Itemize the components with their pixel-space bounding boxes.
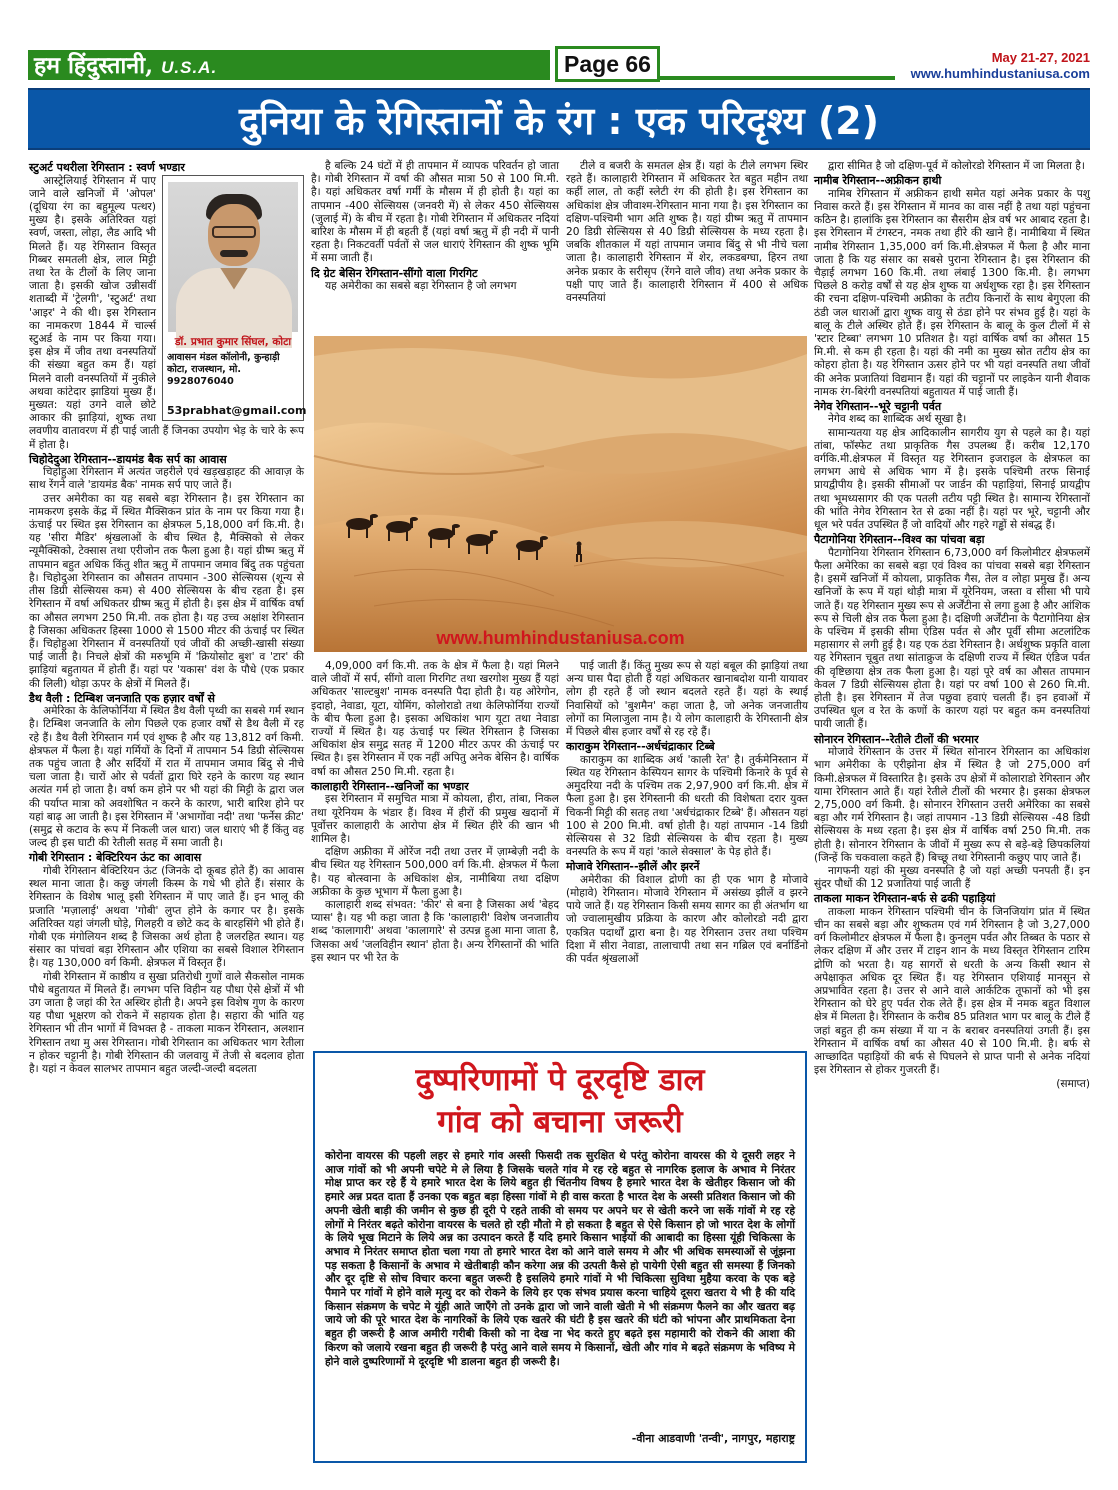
- author-email[interactable]: 53prabhat@gmail.com: [167, 403, 307, 417]
- paragraph: उत्तर अमेरीका का यह सबसे बड़ा रेगिस्तान है। इस रेगिस्तान का नामकरण इसके केंद्र में स्थित मैक्सिकन प्रांत के नाम पर किया गया है। ऊंचाई पर स्थित इस रेगिस्तान का क्षेत्रफल 5,18,000 वर्ग कि.मी. है। यह 'सीरा मैडिर' श्रृंखलाओं के बीच स्थित है, मैक्सिको से लेकर न्यूमैक्सिको, टेक्सास तथा एरीजोन तक फैला हुआ है। यहां ग्रीष्म ऋतु में तापमान बहुत अधिक किंतु शीत ऋतु में तापमान जमाव बिंदु तक पहुंचता है। चिहोदुआ रेगिस्तान का औसतन तापमान -300 सेल्सियस (शून्य से तीस डिग्री सेल्सियस कम) से 400 सेल्सियस के बीच रहता है। इस रेगिस्तान में वर्षा अधिकतर ग्रीष्म ऋतु में होती है। इस क्षेत्र में वार्षिक वर्षा का औसत लगभग 250 मि.मी. तक होता है। यह उच्च अक्षांश रेगिस्तान है जिसका अधिकतर हिस्सा 1000 से 1500 मीटर की ऊंचाई पर स्थित हैं। चिहोहुआ रेगिस्तान में वनस्पतियों एवं जीवों की अच्छी-खासी संख्या पाई जाती है। निचले क्षेत्रों की मरुभूमि में 'क्रियोसोट बुश' व 'टार' की झाड़ियां बहुतायत में होती हैं। यहां पर 'यकास' वंश के पौधे (एक प्रकार की लिली) थोड़ा ऊपर के क्षेत्रों में मिलते हैं।: [29, 492, 304, 690]
- section-heading: चिहोदेदुआ रेगिस्तान--डायमंड बैक सर्प का आवास: [29, 452, 227, 466]
- paragraph: पैटागोनिया रेगिस्तान रेगिस्तान 6,73,000 वर्ग किलोमीटर क्षेत्रफलमें फैला अमेरिका का सबसे बड़ा एवं विश्व का पांचवा सबसे बड़ा रेगिस्तान है। इसमें खनिजों में कोयला, प्राकृतिक गैस, तेल व लोहा प्रमुख हैं। अन्य खनिजों के रूप में यहां थोड़ी मात्रा में यूरेनियम, जस्ता व सीसा भी पाये जाते हैं। यह रेगिस्तान मुख्य रूप से अर्जेंटीना से लगा हुआ है और आंशिक रूप से चिली क्षेत्र तक फैला हुआ है। दक्षिणी अर्जेंटीना के पैटागोनिया क्षेत्र के पश्चिम में इसकी सीमा एंडिस पर्वत से और पूर्वी सीमा अटलांटिक महासागर से लगी हुई है। यह एक ठंडा रेगिस्तान है। अर्धशुष्क प्रकृति वाला यह रेगिस्तान चूबुत तथा सांताक्रुज के दक्षिणी राज्य में स्थित एंडिज पर्वत की वृष्टिछाया क्षेत्र तक फैला हुआ है। यहां पूरे वर्ष का औसत तापमान केवल 7 डिग्री सेल्सियस होता है। यहां पर वर्षा 100 से 260 मि.मी. होती है। इस रेगिस्तान में तेज पछुवा हवाएं चलती हैं। इन हवाओं में उपस्थित धूल व रेत के कणों के कारण यहां पर बहुत कम वनस्पतियां पायी जाती हैं।: [814, 546, 1090, 731]
- masthead-rule: [660, 76, 895, 80]
- paragraph: गोबी रेगिस्तान में काष्ठीय व सुखा प्रतिरोधी गुणों वाले सैकसोल नामक पौधे बहुतायत में मिलते हैं। लगभग पत्ति विहीन यह पौधा ऐसे क्षेत्रों में भी उग जाता है जहां की रेत अस्थिर होती है। अपने इस विशेष गुण के कारण यह पौधा भूक्षरण को रोकने में सहायक होता है। सहारा की भांति यह रेगिस्तान भी तीन भागों में विभक्त है - ताकला माकन रेगिस्तान, अलशान रेगिस्तान तथा मु अस रेगिस्तान। गोबी रेगिस्तान का अधिकतर भाग रेतीला न होकर चट्टानी है। गोबी रेगिस्तान की जलवायु में तेजी से बदलाव होता है। यहां न केवल सालभर तापमान बहुत जल्दी-जल्दी बदलता: [29, 970, 304, 1075]
- section-heading: काराकुम रेगिस्तान--अर्धचंद्राकार टिब्बे: [566, 740, 715, 754]
- paragraph: ताकला माकन रेगिस्तान पश्चिमी चीन के जिनजियांग प्रांत में स्थित चीन का सबसे बड़ा और शुष्कतम एवं गर्म रेगिस्तान है जो 3,27,000 वर्ग किलोमीटर क्षेत्रफल में फैला है। कुनलुम पर्वत और तिब्बत के पठार से लेकर दक्षिण में और उत्तर में टाइन शान के मध्य विस्तृत रेगिस्तान टारिम द्रोणि को भरता है। यह सागरों से धरती के अन्य किसी स्थान से अपेक्षाकृत अधिक दूर स्थित हैं। यह रेगिस्तान एशियाई मानसून से अप्रभावित रहता है। उत्तर से आने वाले आर्कटिक तूफानों को भी इस रेगिस्तान को घेरे हुए पर्वत रोक लेते हैं। इस क्षेत्र में नमक बहुत विशाल क्षेत्र में मिलता है। रेगिस्तान के करीब 85 प्रतिशत भाग पर बालू के टीले हैं जहां बहुत ही कम संख्या में या न के बराबर वनस्पतियां उगती हैं। इस रेगिस्तान में वार्षिक वर्षा का औसत 40 से 100 मि.मी. है। बर्फ से आच्छादित पहाड़ियों की बर्फ से पिघलने से प्राप्त पानी से अनेक नदियां इस रेगिस्तान से होकर गुजरती हैं।: [814, 905, 1090, 1077]
- author-photo: [168, 182, 298, 332]
- column-2-top: [311, 160, 559, 320]
- paragraph: है बल्कि 24 घंटों में ही तापमान में व्यापक परिवर्तन हो जाता है। गोबी रेगिस्तान में वर्षा की औसत मात्रा 50 से 100 मि.मी. है। यहां अधिकतर वर्षा गर्मी के मौसम में ही होती है। यहां का तापमान -400 सेल्सियस (जनवरी में) से लेकर 450 सेल्सियस (जुलाई में) के बीच में रहता है। गोबी रेगिस्तान में अधिकतर नदियां बारिश के मौसम में ही बहती हैं (यहां वर्षा ऋतु में ही नदी में पानी रहता है। निकटवर्ती पर्वतों से जल धाराएं रेगिस्तान की शुष्क भूमि में समा जाती हैं।: [311, 160, 559, 265]
- section-heading: सोनारन रेगिस्तान--रेतीले टीलों की भरमार: [814, 732, 979, 746]
- section-heading: नेगेव रेगिस्तान--भूरे चट्टानी पर्वत: [814, 399, 942, 413]
- paragraph: टीले व बजरी के समतल क्षेत्र हैं। यहां के टीले लगभग स्थिर रहते हैं। कालाहारी रेगिस्तान में अधिकतर रेत बहुत महीन तथा कहीं लाल, तो कहीं स्लेटी रंग की होती है। इस रेगिस्तान का अधिकांश क्षेत्र जीवाश्म-रेगिस्तान माना गया है। इस रेगिस्तान का दक्षिण-पश्चिमी भाग अति शुष्क है। यहां ग्रीष्म ऋतु में तापमान 20 डिग्री सेल्सियस से 40 डिग्री सेल्सियस के मध्य रहता है। जबकि शीतकाल में यहां तापमान जमाव बिंदु से भी नीचे चला जाता है। कालाहारी रेगिस्तान में शेर, लकडबग्घा, हिरन तथा अनेक प्रकार के सरीसृप (रेंगने वाले जीव) तथा अनेक प्रकार के पक्षी पाए जाते हैं। कालाहारी रेगिस्तान में 400 से अधिक वनस्पतियां: [566, 160, 808, 305]
- paragraph: इस रेगिस्तान में समुचित मात्रा में कोयला, हीरा, तांबा, निकल तथा यूरेनियम के भंडार हैं। विश्व में हीरों की प्रमुख खदानों में पूर्वोत्तर कालाहारी के आरोपा क्षेत्र में स्थित हीरे की खान भी शामिल है।: [311, 793, 559, 845]
- paragraph: गोबी रेगिस्तान बेक्टिरियन ऊंट (जिनके दो कूबड होते हैं) का आवास स्थल माना जाता है। कछु जंगली किस्म के गधे भी होते हैं। संसार के रेगिस्तान के विशेष भालू इसी रेगिस्तान में पाए जाते हैं। इन भालू की प्रजाति 'मज़ालाई' अथवा 'गोबी' लुप्त होने के कगार पर है। इसके अतिरिक्त यहां जंगली घोड़े, गिलहरी व छोटे कद के बारहसिंगे भी होते हैं। गोबी एक मंगोलियन शब्द है जिसका अर्थ होता है जलरहित स्थान। यह संसार का पांचवां बड़ा रेगिस्तान और एशिया का सबसे विशाल रेगिस्तान है। यह 130,000 वर्ग किमी. क्षेत्रफल में विस्तृत हैं।: [29, 864, 304, 970]
- column-1: [29, 160, 307, 1460]
- site-url[interactable]: www.humhindustaniusa.com: [910, 66, 1090, 81]
- paragraph: मोजावे रेगिस्तान के उत्तर में स्थित सोनारन रेगिस्तान का अधिकांश भाग अमेरीका के एरीझोना क्षेत्र में स्थित है जो 275,000 वर्ग किमी.क्षेत्रफल में विस्तारित है। इसके उप क्षेत्रों में कोलाराडो रेगिस्तान और यामा रेगिस्तान आते हैं। यहां रेतीले टीलों की भरमार है। इसका क्षेत्रफल 2,75,000 वर्ग किमी. है। सोनारन रेगिस्तान उत्तरी अमेरिका का सबसे बड़ा और गर्म रेगिस्तान है। जहां तापमान -13 डिग्री सेल्सियस -48 डिग्री सेल्सियस के मध्य रहता है। इस क्षेत्र में वार्षिक वर्षा 250 मि.मी. तक होती है। सोनारन रेगिस्तान के जीवों में मुख्य रूप से बड़े-बड़े छिपकलियां (जिन्हें कि चकवाला कहते हैं) बिच्छू तथा रेगिस्तानी कछुए पाए जाते हैं।: [814, 746, 1090, 864]
- masthead-title: हम हिंदुस्तानी, U.S.A.: [34, 52, 218, 79]
- paragraph: नागफनी यहां की मुख्य वनस्पति है जो यहां अच्छी पनपती हैं। इन सुंदर पौधों की 12 प्रजातियां पाई जाती हैं: [814, 864, 1090, 891]
- page-number: Page 66: [555, 46, 660, 82]
- section-heading: डैथ वैली : टिम्बिश जनजाति एक हज़ार वर्षों से: [29, 691, 215, 705]
- section-heading: स्टुअर्ट पथरीला रेगिस्तान : स्वर्ण भण्डार: [29, 161, 185, 174]
- author-address: आवासन मंडल कॉलोनी, कुन्हाड़ी कोटा, राजस्थान, मो. 9928076040: [167, 351, 280, 387]
- section-heading: गोबी रेगिस्तान : बेक्टिरियन ऊंट का आवास: [29, 851, 202, 865]
- issue-date: May 21-27, 2021: [991, 50, 1090, 65]
- section-heading: पैटागोनिया रेगिस्तान--विश्व का पांचवा बड़ा: [814, 533, 985, 547]
- masthead-usa: U.S.A.: [161, 58, 218, 77]
- section-heading: मोजावे रेगिस्तान--झीलें और झरनें: [566, 860, 700, 874]
- box-title-line-1: दुष्परिणामों पे दूरदृष्टि डाल: [415, 1062, 705, 1098]
- section-heading: कालाहारी रेगिस्तान--खनिजों का भण्डार: [311, 779, 469, 793]
- article-headline: दुनिया के रेगिस्तानों के रंग : एक परिदृश्य (2): [28, 88, 1090, 150]
- box-signature: -वीना आडवाणी 'तन्वी', नागपुर, महाराष्ट्र: [631, 1432, 795, 1445]
- desert-camel-photo: [314, 336, 807, 652]
- paragraph: नेगेव शब्द का शाब्दिक अर्थ सूखा है।: [828, 413, 967, 426]
- paragraph: दक्षिण अफ्रीका में ओरेंज नदी तथा उत्तर में ज़ाम्बेज़ी नदी के बीच स्थित यह रेगिस्तान 500,000 वर्ग कि.मी. क्षेत्रफल में फैला है। यह बोत्स्वाना के अधिकांश क्षेत्र, नामीबिया तथा दक्षिण अफ्रीका के कुछ भूभाग में फैला हुआ है।: [311, 846, 559, 898]
- column-4: [814, 160, 1090, 1460]
- paragraph: सामान्यतया यह क्षेत्र आदिकालीन सागरीय युग से पहले का है। यहां तांबा, फॉस्फेट तथा प्राकृतिक गैस उपलब्ध हैं। करीब 12,170 वर्गकि.मी.क्षेत्रफल में विस्तृत यह रेगिस्तान इजराइल के क्षेत्रफल का लगभग आधे से अधिक भाग में है। इसके पश्चिमी तरफ सिनाई प्रायद्वीपीय है। इसकी सीमाओं पर जार्डन की पहाड़ियां, सिनाई प्रायद्वीप तथा भूमध्यसागर की एक पतली तटीय पट्टी स्थित है। सामान्य रेगिस्तानों की भांति नेगेव रेगिस्तान रेत से ढका नहीं है। यहां पर भूरे, चट्टानी और धूल भरे पर्वत उपस्थित हैं जो वादियों और गहरे गड्ढों से संबद्ध हैं।: [814, 426, 1090, 532]
- box-title-line-2: गांव को बचाना जरूरी: [437, 1104, 683, 1140]
- paragraph: कालाहारी शब्द संभवत: 'कीर' से बना है जिसका अर्थ 'बेहद प्यास' है। यह भी कहा जाता है कि 'कालाहारी' विशेष जनजातीय शब्द 'कालागारी' अथवा 'कालागारे' से उत्पन्न हुआ माना जाता है, जिसका अर्थ 'जलविहीन स्थान' होता है। अन्य रेगिस्तानों की भांति इस स्थान पर भी रेत के: [311, 898, 559, 964]
- paragraph: यह अमेरीका का सबसे बड़ा रेगिस्तान है जो लगभग: [325, 280, 517, 293]
- paragraph: नामिब रेगिस्तान में अफ्रीकन हाथी समेत यहां अनेक प्रकार के पशु निवास करते हैं। इस रेगिस्तान में मानव का वास नहीं है तथा यहां पहुंचना कठिन है। हालांकि इस रेगिस्तान का सैसरीम क्षेत्र वर्ष भर आबाद रहता है। इस रेगिस्तान में टंगस्टन, नमक तथा हीरे की खाने हैं। नामीबिया में स्थित नामीब रेगिस्तान 1,35,000 वर्ग कि.मी.क्षेत्रफल में फैला है और माना जाता है कि यह संसार का सबसे पुराना रेगिस्तान है। इस रेगिस्तान की चैड़ाई लगभग 160 कि.मी. तथा लंबाई 1300 कि.मी. है। लगभग पिछले 8 करोड़ वर्षों से यह क्षेत्र शुष्क या अर्धशुष्क रहा है। इस रेगिस्तान की रचना दक्षिण-पश्चिमी अफ्रीका के तटीय किनारों के साथ बेगुएला की ठंडी जल धाराओं द्वारा शुष्क वायु से ठंडा होने पर संभव हुई है। यहां के बालू के टीले अस्थिर होते हैं। इस रेगिस्तान के बालू के कुल टीलों में से 'स्टार टिब्बा' लगभग 10 प्रतिशत है। यहां वार्षिक वर्षा का औसत 15 मि.मी. से कम ही रहता है। यहां की नमी का मुख्य स्रोत तटीय क्षेत्र का कोहरा होता है। यह रेगिस्तान ऊसर होने पर भी यहां वनस्पति तथा जीवों की अनेक प्रजातियां विद्यमान हैं। यहां की चट्टानों पर लाइकेन यानी शैवाक नामक रंग-बिरंगी वनस्पतियां बहुतायत में पाई जाती हैं।: [814, 187, 1090, 398]
- paragraph: पाई जाती हैं। किंतु मुख्य रूप से यहां बबूल की झाड़ियां तथा अन्य घास पैदा होती हैं यहां अधिकतर खानाबदोश यानी यायावर लोग ही रहते हैं जो स्थान बदलते रहते हैं। यहां के स्थाई निवासियों को 'बुशमैन' कहा जाता है, जो अनेक जनजातीय लोगों का मिलाजुला नाम है। ये लोग कालाहारी के रेगिस्तानी क्षेत्र में पिछले बीस हजार वर्षों से रह रहे हैं।: [566, 660, 808, 739]
- box-title: [315, 1059, 805, 1143]
- section-heading: ताकला माकन रेगिस्तान-बर्फ से ढकी पहाड़ियां: [814, 892, 996, 906]
- paragraph: अमेरीका की विशाल द्रोणी का ही एक भाग है मोजावे (मोहावे) रेगिस्तान। मोजावे रेगिस्तान में असंख्य झीलें व झरने पाये जाते हैं। यह रेगिस्तान किसी समय सागर का ही अंतर्भाग था जो ज्वालामुखीय प्रक्रिया के कारण और कोलोरडो नदी द्वारा एकत्रित पदार्थों द्वारा बना है। यह रेगिस्तान उत्तर तथा पश्चिम दिशा में सीरा नेवाडा, तालाचापी तथा सन गब्रिल एवं बर्नार्डिनो की पर्वत श्रृंखलाओं: [566, 873, 808, 966]
- boxed-article: [313, 1051, 807, 1463]
- author-box: [162, 175, 307, 421]
- paragraph: 4,09,000 वर्ग कि.मी. तक के क्षेत्र में फैला है। यहां मिलने वाले जीवों में सर्प, सींगो वाला गिरगिट तथा खरगोश मुख्य हैं यहां अधिकतर 'साल्टबुश' नामक वनस्पति पैदा होती है। यह ओरेगोन, इदाहो, नेवाडा, यूटा, योमिंग, कोलोराडो तथा केलिफोर्निया राज्यों के बीच फैला हुआ है। इसका अधिकांश भाग यूटा तथा नेवाडा राज्यों में स्थित है। यह ऊंचाई पर स्थित रेगिस्तान है जिसका अधिकांश क्षेत्र समुद्र सतह में 1200 मीटर ऊपर की ऊंचाई पर स्थित है। इस रेगिस्तान में एक नहीं अपितु अनेक बेसिन है। वार्षिक वर्षा का औसत 250 मि.मी. रहता है।: [311, 660, 559, 778]
- paragraph: आस्ट्रेलियाई रेगिस्तान में पाए जाने वाले खनिजों में 'ओपल' (दूधिया रंग का बहुमूल्य पत्थर) मुख्य है। इसके अतिरिक्त यहां स्वर्ण, जस्ता, लोहा, लैड आदि भी मिलते हैं। यह रेगिस्तान विस्तृत गिब्बर समतली क्षेत्र, लाल मिट्टी तथा रेत के टीलों के लिए जाना जाता है। इसकी खोज उन्नीसवीं शताब्दी में 'ट्रेलगी', 'स्टुअर्ट' तथा 'आइर' ने की थी। इस रेगिस्तान का नामकरण 1844 में चार्ल्स स्टुअर्ड के नाम पर किया गया। इस क्षेत्र में जीव तथा वनस्पतियों की संख्या बहुत कम हैं। यहां मिलने वाली वनस्पतियों में नुकीले अथवा कांटेदार झाडियां मुख्य हैं। मुख्यत: यहां उगने वाले छोटे आकार की झाड़ियां, शुष्क तथा लवणीय वातावरण में ही पाई जाती हैं जिनका उपयोग भेड़ के चारे के रूप में होता है।: [29, 174, 304, 451]
- paragraph: चिहोहुआ रेगिस्तान में अत्यंत जहरीले एवं खड़खड़ाहट की आवाज़ के साथ रेंगने वाले 'डायमंड बैक' नामक सर्प पाए जाते हैं।: [29, 466, 304, 492]
- author-name: डॉ. प्रभात कुमार सिंघल, कोटा: [174, 335, 292, 348]
- article-end-marker: (समाप्त): [1056, 1077, 1090, 1090]
- section-heading: नामीब रेगिस्तान--अफ्रीकन हाथी: [814, 174, 942, 188]
- image-url-watermark: www.humhindustaniusa.com: [436, 628, 685, 648]
- section-heading: दि ग्रेट बेसिन रेगिस्तान-सींगो वाला गिरगिट: [311, 266, 478, 280]
- desert-scene: [314, 336, 807, 652]
- column-3-bottom: [566, 660, 808, 966]
- paragraph: काराकुम का शाब्दिक अर्थ 'काली रेत' है। तुर्कमेनिस्तान में स्थित यह रेगिस्तान केस्पियन सागर के पश्चिमी किनारे के पूर्व से अमुदरिया नदी के पश्चिम तक 2,97,900 वर्ग कि.मी. क्षेत्र में फैला हुआ है। इस रेगिस्तानी की धरती की विशेषता दरार युक्त चिकनी मिट्टी की सतह तथा 'अर्धचंद्राकार टिब्बे' हैं। औसतन यहां 100 से 200 मि.मी. वर्षा होती है। यहां तापमान -14 डिग्री सेल्सियस से 32 डिग्री सेल्सियस के बीच रहता है। मुख्य वनस्पति के रूप में यहां 'काले सेक्साल' के पेड़ होते हैं।: [566, 753, 808, 859]
- box-body-text: कोरोना वायरस की पहली लहर से हमारे गांव अस्सी फिसदी तक सुरक्षित थे परंतु कोरोना वायरस की ये दूसरी लहर ने आज गांवों को भी अपनी चपेटे मे ले लिया है जिसके चलते गांव मे रह रहे बहुत से नागरिक इलाज के अभाव मे निरंतर मोक्ष प्राप्त कर रहे हैं ये हमारे भारत देश के लिये बहुत ही चिंतनीय विषय है हमारे भारत देश के खेतीहर किसान जो की हमारे अन्न प्रदत दाता हैं उनका एक बहुत बड़ा हिस्सा गांवों मे ही वास करता है भारत देश के अस्सी प्रतिशत किसान जो की अपनी खेती बाड़ी की जमीन से कुछ ही दूरी पे रहते ताकी वो समय पर अपने घर से खेती करने जा सकें गांवों मे रह रहे लोगों मे निरंतर बढ़ते कोरोना वायरस के चलते हो रही मौतो मे हो सकता है बहुत से ऐसे किसान हो जो भारत देश के लोगों के लिये भूख मिटाने के लिये अन्न का उत्पादन करते हैं यदि हमारे किसान भाईयों की आबादी का हिस्सा यूंही चिकित्सा के अभाव मे निरंतर समाप्त होता चला गया तो हमारे भारत देश को आने वाले समय मे और भी अधिक समस्याओं से जूंझना पड़ सकता है किसानों के अभाव मे खेतीबाड़ी कौन करेगा अन्न की उत्पती कैसे हो पायेगी ऐसी बहुत सी समस्या हैं जिनको और दूर दृष्टि से सोच विचार करना बहुत जरूरी है इसलिये हमारे गांवों मे भी चिकित्सा सुविधा मुहैया करवा के एक बड़े पैमाने पर गांवों मे होने वाले मृत्यु दर को रोकने के लिये हर एक संभव प्रयास करना चाहिये दूसरा खतरा ये भी है की यदि किसान संक्रमण के चपेट मे यूंही आते जाएँगे तो उनके द्वारा जो जाने वाली खेती मे भी संक्रमण फैलने का और खतरा बढ़ जाये जो की पूरे भारत देश के नागरिकों के लिये एक खतरे की घंटी है इस खतरे की घंटी को भांपना और प्राथमिकता देना बहुत ही जरूरी है आज अमीरी गरीबी किसी को ना देख ना भेद करते हुए बढ़ते इस महामारी को रोकने की आशा की किरण को जलाये रखना बहुत ही जरूरी है परंतु आने वाले समय मे किसानों, खेती और गांव मे बढ़ते संक्रमण के भविष्य मे होने वाले दुष्परिणामों मे दूरदृष्टि भी डालना बहुत ही जरूरी है।: [325, 1149, 795, 1368]
- paragraph: द्वारा सीमित है जो दक्षिण-पूर्व में कोलोरडो रेगिस्तान में जा मिलता है।: [828, 160, 1085, 172]
- column-3-top: [566, 160, 808, 320]
- paragraph: अमेरिका के केलिफोर्निया में स्थित डैथ वैली पृथ्वी का सबसे गर्म स्थान है। टिम्बिश जनजाति के लोग पिछले एक हजार वर्षों से डैथ वैली में रह रहे हैं। डैथ वैली रेगिस्तान गर्म एवं शुष्क है और यह 13,812 वर्ग किमी. क्षेत्रफल में फैला है। यहां गर्मियों के दिनों में तापमान 54 डिग्री सेल्सियस तक पहुंच जाता है और सर्दियों में रात में तापमान जमाव बिंदु से नीचे चला जाता है। चारों ओर से पर्वतों द्वारा घिरे रहने के कारण यह स्थान अत्यंत गर्म हो जाता है। वर्षा कम होने पर भी यहां की मिट्टी के द्वारा जल की पर्याप्त मात्रा को अवशोषित न करने के कारण, भारी बारिश होने पर यहां बाढ़ आ जाती है। इस रेगिस्तान में 'अभागोंवा नदी' तथा 'फर्नेस क्रीट' (समुद्र से कटाव के रूप में निकली जल धारा) जल धाराएं भी हैं किंतु वह जल्द ही इस घाटी की रेतीली सतह में समा जाती है।: [29, 705, 304, 850]
- column-2-bottom: [311, 660, 559, 964]
